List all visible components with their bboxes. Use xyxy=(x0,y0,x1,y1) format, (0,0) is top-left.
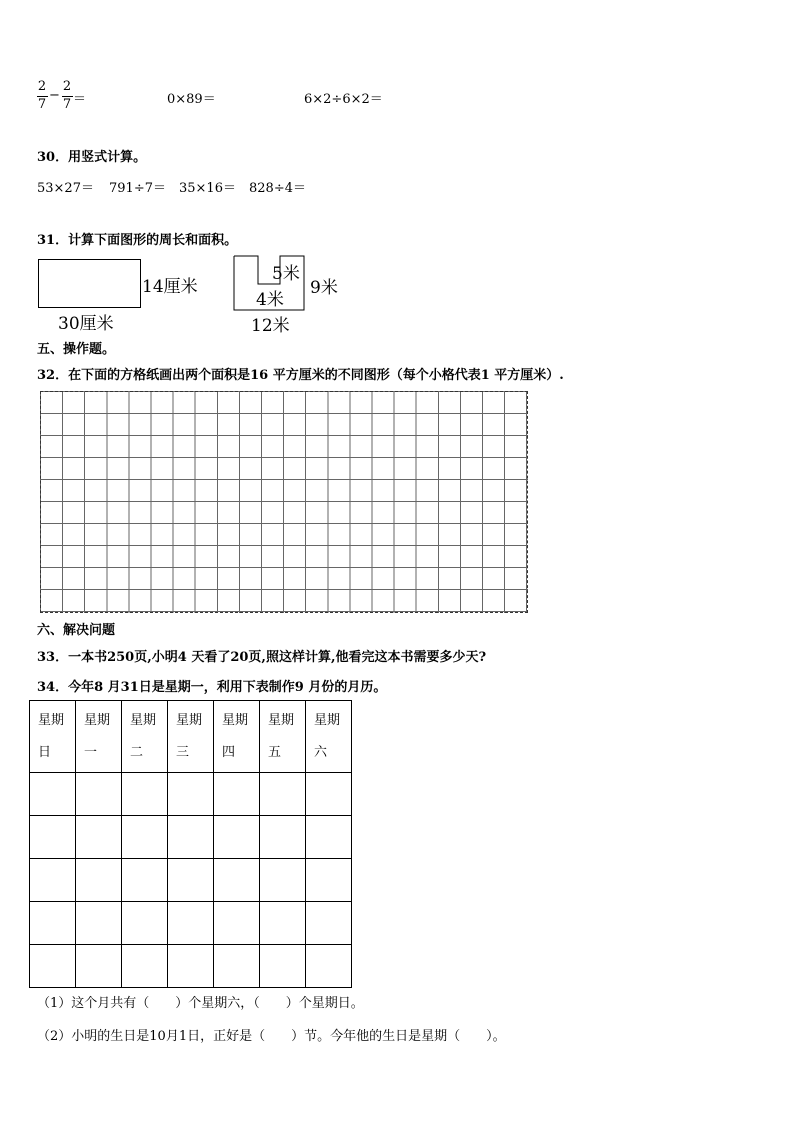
calendar-cell[interactable] xyxy=(122,773,168,816)
rectangle-figure xyxy=(38,259,141,308)
calendar-header-row xyxy=(30,701,352,773)
calendar-cell[interactable] xyxy=(30,816,76,859)
calendar-row xyxy=(30,773,352,816)
calendar-header-cell: 星期 一 xyxy=(76,701,122,773)
calendar-cell[interactable] xyxy=(214,773,260,816)
q31-title: 31．计算下面图形的周长和面积。 xyxy=(37,233,238,248)
calendar-cell[interactable] xyxy=(214,902,260,945)
calendar-cell[interactable] xyxy=(214,859,260,902)
shape-inner-label: 4米 xyxy=(256,290,284,310)
minus-sign: − xyxy=(49,88,60,103)
section-5-heading: 五、操作题。 xyxy=(37,342,116,357)
calendar-cell[interactable] xyxy=(122,816,168,859)
calendar-cell[interactable] xyxy=(122,859,168,902)
calendar-header-cell: 星期 日 xyxy=(30,701,76,773)
calendar-cell[interactable] xyxy=(306,859,352,902)
q34-sub-2: （2）小明的生日是10月1日，正好是（ ）节。今年他的生日是星期（ ）。 xyxy=(37,1029,506,1044)
calendar-cell[interactable] xyxy=(306,902,352,945)
fraction-a-numerator: 2 xyxy=(37,79,47,94)
q32-title: 32．在下面的方格纸画出两个面积是16 平方厘米的不同图形（每个小格代表1 平方厘米）. xyxy=(37,368,564,383)
calendar-cell[interactable] xyxy=(30,859,76,902)
calendar-cell[interactable] xyxy=(260,902,306,945)
equals-sign: ＝ xyxy=(73,92,87,107)
calendar-header-cell: 星期 六 xyxy=(306,701,352,773)
calendar-cell[interactable] xyxy=(76,902,122,945)
calendar-cell[interactable] xyxy=(76,816,122,859)
calendar-cell[interactable] xyxy=(122,902,168,945)
calendar-table xyxy=(29,700,352,988)
calendar-row xyxy=(30,945,352,988)
section-6-heading: 六、解决问题 xyxy=(37,623,116,638)
rect-height-label: 14厘米 xyxy=(142,277,198,297)
calendar-cell[interactable] xyxy=(168,773,214,816)
calendar-cell[interactable] xyxy=(76,773,122,816)
calendar-cell[interactable] xyxy=(30,945,76,988)
calendar-row xyxy=(30,859,352,902)
calendar-cell[interactable] xyxy=(260,859,306,902)
shape-right-label: 9米 xyxy=(310,278,338,298)
calendar-header-cell: 星期 二 xyxy=(122,701,168,773)
q34-title: 34．今年8 月31日是星期一，利用下表制作9 月份的月历。 xyxy=(37,680,387,695)
calendar-row xyxy=(30,902,352,945)
shape-top-label: 5米 xyxy=(272,264,300,284)
calendar-row xyxy=(30,816,352,859)
q30-item-1: 53×27＝ xyxy=(37,181,94,196)
expression-2: 0×89＝ xyxy=(167,92,216,107)
calendar-header-cell: 星期 四 xyxy=(214,701,260,773)
calendar-cell[interactable] xyxy=(260,773,306,816)
rect-width-label: 30厘米 xyxy=(58,314,114,334)
calendar-cell[interactable] xyxy=(306,773,352,816)
calendar-cell[interactable] xyxy=(214,816,260,859)
calendar-cell[interactable] xyxy=(168,945,214,988)
shape-bottom-label: 12米 xyxy=(251,316,290,336)
calendar-cell[interactable] xyxy=(122,945,168,988)
q30-item-2: 791÷7＝ xyxy=(109,181,166,196)
calendar-cell[interactable] xyxy=(306,945,352,988)
q33-title: 33．一本书250页,小明4 天看了20页,照这样计算,他看完这本书需要多少天? xyxy=(37,650,487,665)
q30-item-3: 35×16＝ xyxy=(179,181,236,196)
calendar-cell[interactable] xyxy=(260,945,306,988)
graph-paper-grid[interactable] xyxy=(40,391,528,613)
calendar-cell[interactable] xyxy=(260,816,306,859)
calendar-cell[interactable] xyxy=(76,859,122,902)
calendar-cell[interactable] xyxy=(168,816,214,859)
q30-item-4: 828÷4＝ xyxy=(249,181,306,196)
calendar-cell[interactable] xyxy=(30,773,76,816)
q34-sub-1: （1）这个月共有（ ）个星期六，（ ）个星期日。 xyxy=(37,996,364,1011)
calendar-cell[interactable] xyxy=(76,945,122,988)
q30-title: 30．用竖式计算。 xyxy=(37,150,147,165)
calendar-cell[interactable] xyxy=(306,816,352,859)
fraction-b-denominator: 7 xyxy=(62,97,72,112)
fraction-b-numerator: 2 xyxy=(62,79,72,94)
calendar-header-cell: 星期 三 xyxy=(168,701,214,773)
calendar-cell[interactable] xyxy=(30,902,76,945)
expression-3: 6×2÷6×2＝ xyxy=(304,92,383,107)
calendar-cell[interactable] xyxy=(214,945,260,988)
calendar-header-cell: 星期 五 xyxy=(260,701,306,773)
calendar-cell[interactable] xyxy=(168,902,214,945)
fraction-a-denominator: 7 xyxy=(37,97,47,112)
calendar-cell[interactable] xyxy=(168,859,214,902)
